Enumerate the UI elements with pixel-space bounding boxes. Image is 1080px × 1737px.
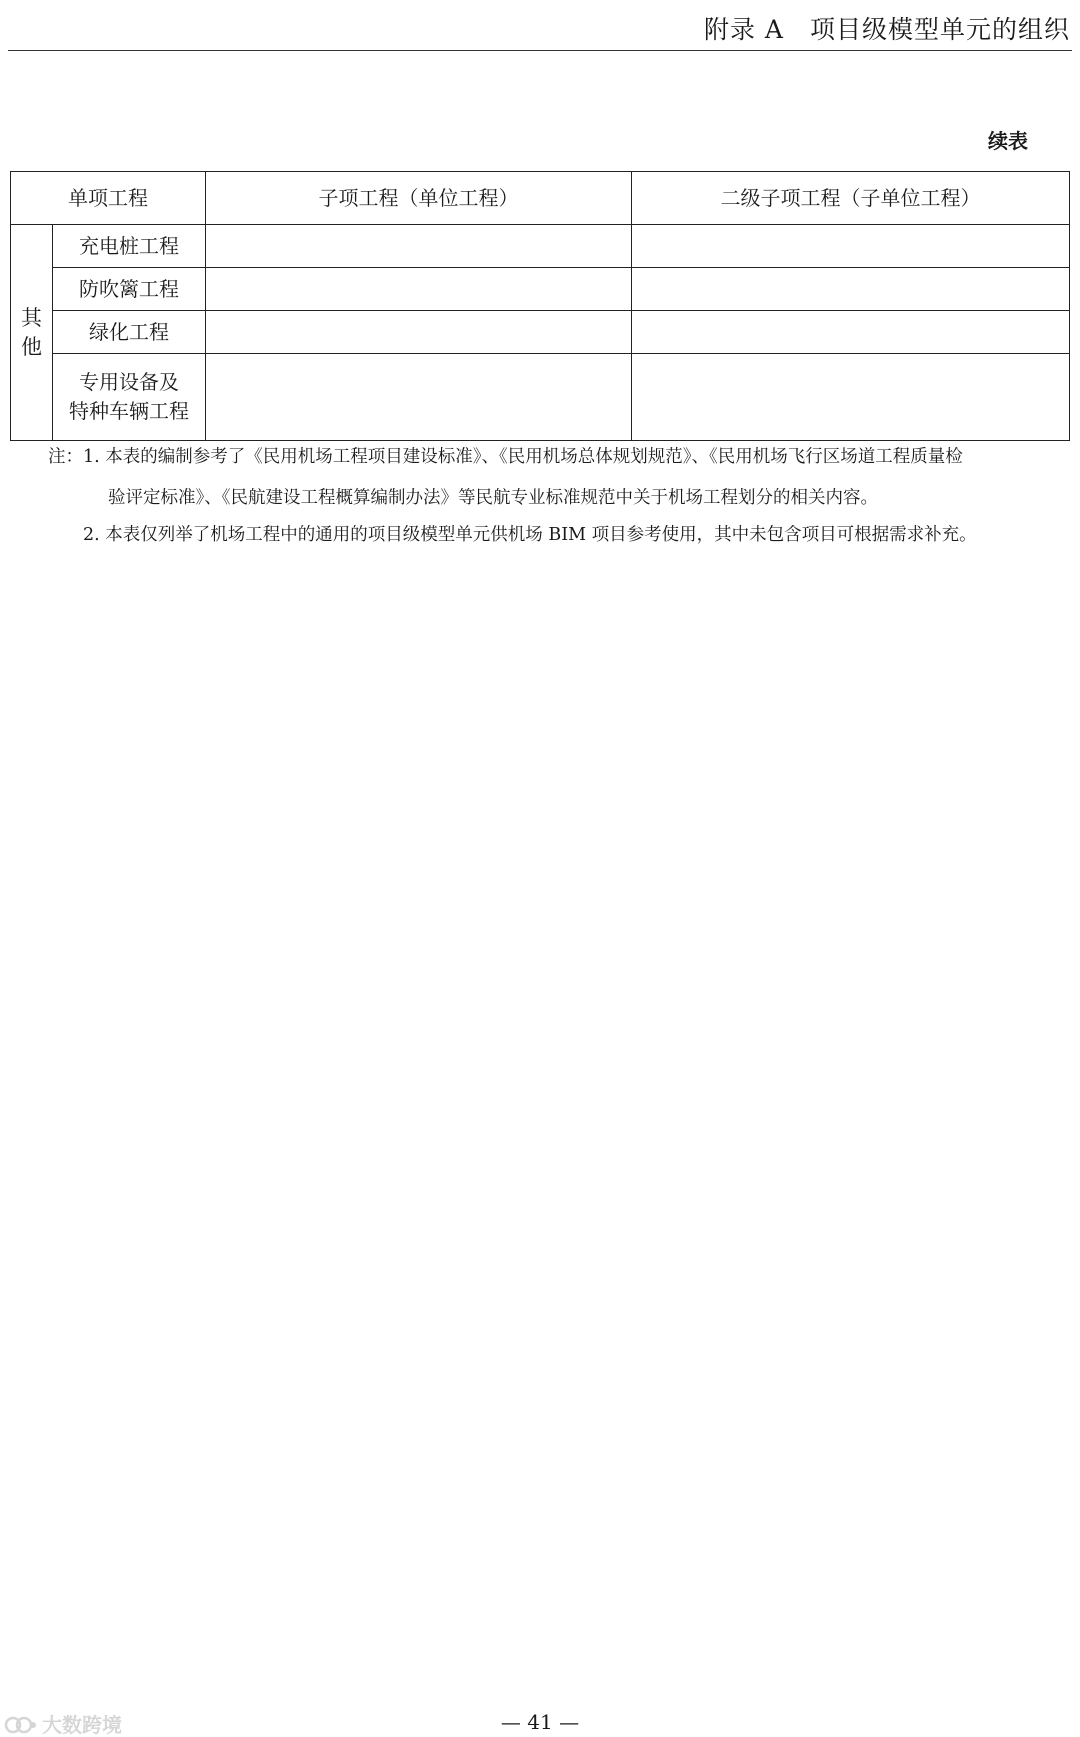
continued-table-label: 续表: [988, 129, 1028, 153]
table-row: [11, 311, 1070, 354]
table-row: [11, 354, 1070, 441]
column-header-secondary-sub-item: 二级子项工程（子单位工程）: [632, 172, 1070, 225]
note-2: [48, 525, 1070, 545]
item-name-cell: 防吹篱工程: [53, 268, 206, 311]
item-name-line: 专用设备及: [79, 370, 179, 394]
note-text: 本表的编制参考了《民用机场工程项目建设标准》、《民用机场总体规划规范》、《民用机场飞行区场道工程质量检: [105, 447, 963, 467]
secondary-sub-item-cell: [632, 354, 1070, 441]
secondary-sub-item-cell: [632, 268, 1070, 311]
table-header-row: [11, 172, 1070, 225]
note-text: 本表仅列举了机场工程中的通用的项目级模型单元供机场 BIM 项目参考使用，其中未包含项目可根据需求补充。: [105, 525, 977, 545]
group-label-char: 他: [21, 334, 42, 359]
note-prefix: 注：1.: [48, 447, 100, 467]
item-name-cell: [53, 354, 206, 441]
secondary-sub-item-cell: [632, 311, 1070, 354]
sub-item-cell: [206, 268, 632, 311]
item-name-cell: 充电桩工程: [53, 225, 206, 268]
chain-logo-icon: [4, 1714, 38, 1736]
note-prefix: 2.: [83, 525, 100, 545]
column-header-single-item: 单项工程: [11, 172, 206, 225]
table-row: [11, 225, 1070, 268]
column-header-sub-item: 子项工程（单位工程）: [206, 172, 632, 225]
sub-item-cell: [206, 311, 632, 354]
table-notes: [48, 447, 1070, 545]
sub-item-cell: [206, 354, 632, 441]
watermark-text: 大数跨境: [42, 1713, 122, 1737]
table-row: [11, 268, 1070, 311]
running-header: 附录 A 项目级模型单元的组织: [703, 15, 1070, 44]
secondary-sub-item-cell: [632, 225, 1070, 268]
group-label-char: 其: [21, 305, 42, 330]
watermark: [4, 1714, 122, 1736]
note-1: [48, 447, 1070, 508]
note-line: 验评定标准》、《民航建设工程概算编制办法》等民航专业标准规范中关于机场工程划分的相关内容。: [108, 488, 878, 508]
group-label-other: [11, 225, 53, 441]
item-name-cell: 绿化工程: [53, 311, 206, 354]
note-line: [48, 447, 1070, 467]
item-name-line: 特种车辆工程: [69, 399, 189, 423]
sub-item-cell: [206, 225, 632, 268]
header-rule: [8, 50, 1072, 51]
page-number: — 41 —: [500, 1710, 580, 1734]
project-division-table: [10, 171, 1070, 441]
